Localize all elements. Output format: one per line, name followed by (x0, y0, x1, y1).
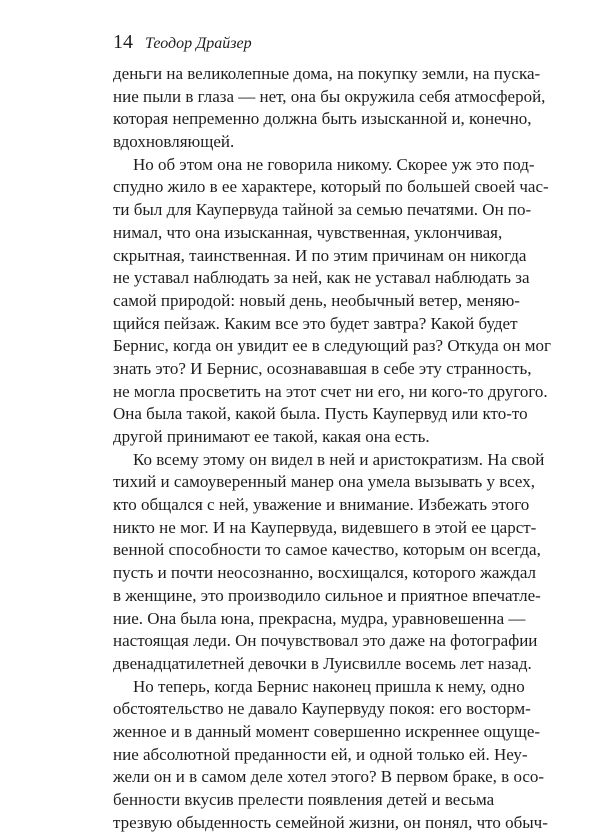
text-line: спудно жило в ее характере, который по большей своей час- (113, 177, 549, 197)
paragraph (113, 63, 546, 154)
page-header (113, 31, 252, 55)
text-line: Бернис, когда он увидит ее в следующий раз? Откуда он мог (113, 336, 551, 356)
text-line: никто не мог. И на Каупервуда, видевшего в этой ее царст- (113, 517, 537, 537)
running-head: Теодор Драйзер (145, 35, 252, 52)
text-line: знать это? И Бернис, осознававшая в себе эту странность, (113, 358, 532, 378)
text-line: самой природой: новый день, необычный ветер, меняю- (113, 290, 520, 310)
text-line: Но об этом она не говорила никому. Скорее уж это под- (133, 154, 535, 174)
text-line: Она была такой, какой была. Пусть Каупервуд или кто-то (113, 404, 528, 424)
text-line: другой принимают ее такой, какая она есть. (113, 427, 430, 446)
text-line: вдохновляющей. (113, 132, 235, 152)
text-line: щийся пейзаж. Каким все это будет завтра? Какой будет (113, 313, 518, 333)
text-line: бенности вкусив прелести появления детей и весьма (113, 790, 495, 809)
text-line: ние абсолютной преданности ей, и одной только ей. Неу- (113, 744, 528, 764)
text-line: не могла просветить на этот счет ни его, ни кого-то другого. (113, 381, 548, 401)
text-line: Но теперь, когда Бернис наконец пришла к нему, одно (133, 676, 525, 696)
text-line: ние. Она была юна, прекрасна, мудра, уравновешенна — (113, 608, 526, 628)
page-number: 14 (113, 31, 133, 53)
text-line: которая непременно должна быть изысканной и, конечно, (113, 109, 532, 129)
text-line: настоящая леди. Он почувствовал это даже на фотографии (113, 631, 538, 651)
text-line: жели он и в самом деле хотел этого? В первом браке, в осо- (113, 767, 545, 787)
text-line: ние пыли в глаза — нет, она бы окружила себя атмосферой, (113, 86, 546, 106)
text-line: двенадцатилетней девочки в Луисвилле восемь лет назад. (113, 653, 532, 673)
text-line: нимал, что она изысканная, чувственная, уклончивая, (113, 222, 503, 242)
text-line: ти был для Каупервуда тайной за семью печатями. Он по- (113, 200, 532, 220)
paragraph (113, 676, 548, 834)
text-line: в женщине, это производило сильное и приятное впечатле- (113, 585, 541, 605)
text-line: деньги на великолепные дома, на покупку земли, на пуска- (113, 64, 541, 83)
text-line: Ко всему этому он видел в ней и аристократизм. На свой (133, 449, 545, 469)
text-line: обстоятельство не давало Каупервуду покоя: его восторм- (113, 699, 531, 719)
paragraph (113, 449, 545, 676)
text-line: не уставал наблюдать за ней, как не уставал наблюдать за (113, 268, 530, 288)
text-line: тихий и самоуверенный манер она умела вызывать у всех, (113, 472, 535, 492)
text-line: пусть и почти неосознанно, восхищался, которого жаждал (113, 563, 536, 583)
body-text (113, 63, 551, 834)
text-line: кто общался с ней, уважение и внимание. Избежать этого (113, 495, 530, 515)
text-line: венной способности то самое качество, которым он всегда, (113, 540, 541, 560)
text-line: скрытная, таинственная. И по этим причинам он никогда (113, 245, 527, 265)
text-line: трезвую обыденность семейной жизни, он понял, что обыч- (113, 812, 548, 832)
text-line: женное и в данный момент совершенно искреннее ощуще- (113, 721, 541, 741)
paragraph (113, 154, 551, 449)
